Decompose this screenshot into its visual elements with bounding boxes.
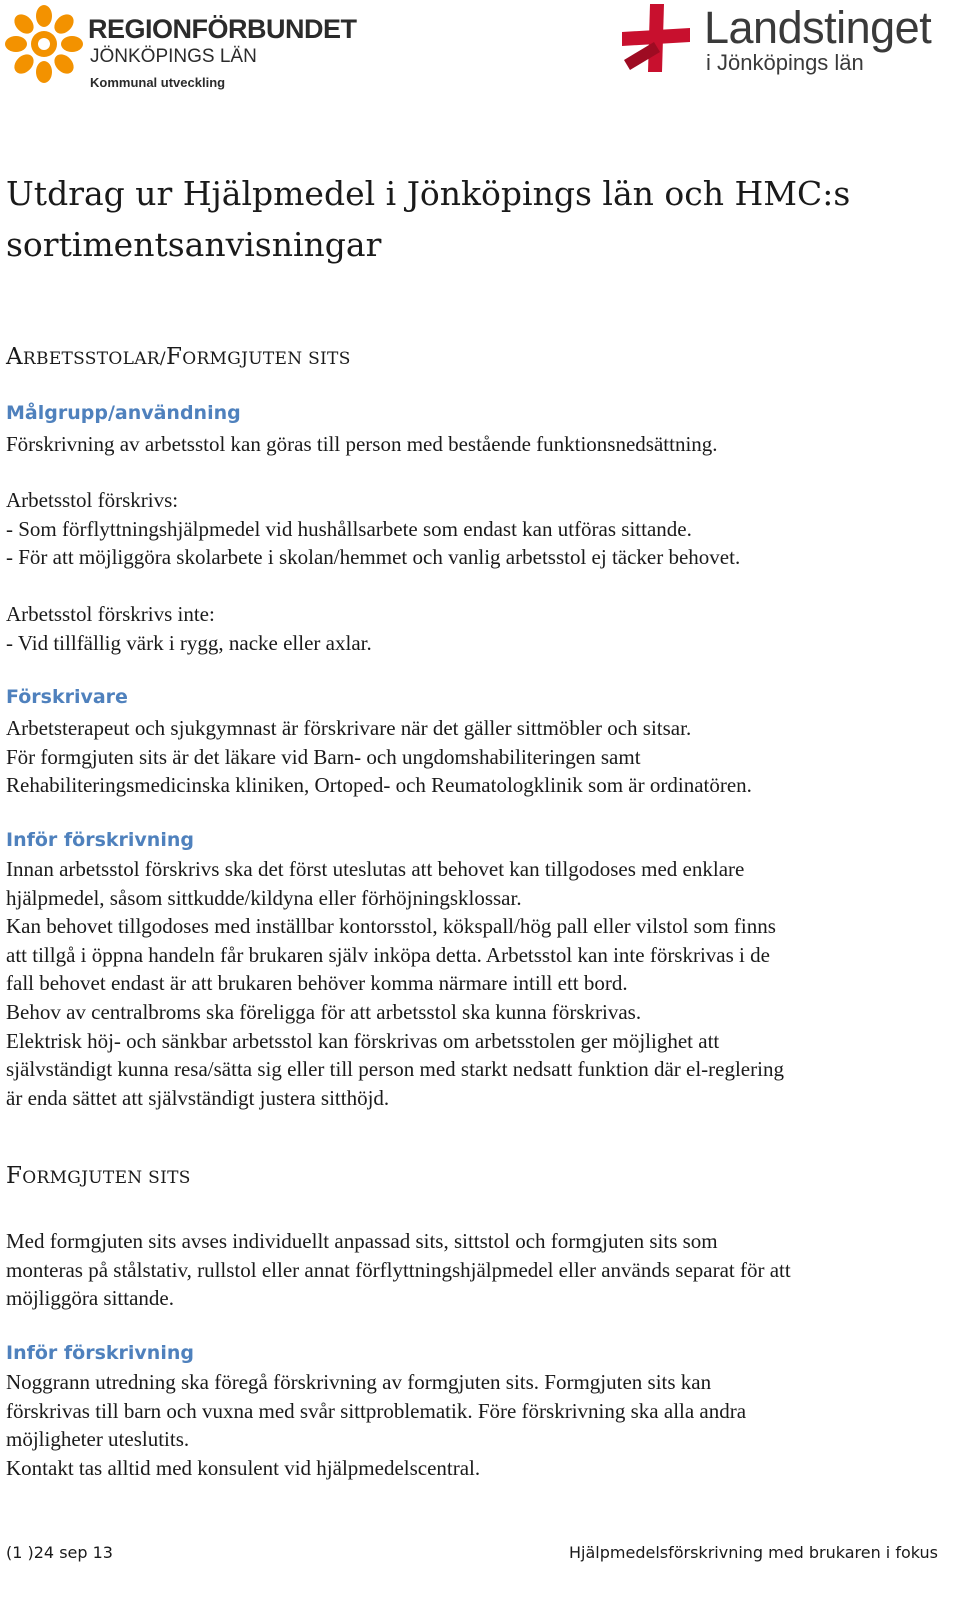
- heading-rest: RBETSSTOLAR/: [22, 349, 166, 369]
- list-item: - Som förflyttningshjälpmedel vid hushållsarbete som endast kan utföras sittande.: [6, 516, 692, 541]
- text-line: Förskrivning av arbetsstol kan göras till person med bestående funktionsnedsättning.: [6, 432, 718, 456]
- list-item: - Vid tillfällig värk i rygg, nacke eller axlar.: [6, 630, 372, 655]
- paragraph-forskrivs: [6, 486, 941, 572]
- heading-rest: ORMGJUTEN SITS: [182, 349, 351, 369]
- text-line: Innan arbetsstol förskrivs ska det först uteslutas att behovet kan tillgodoses med enklare: [6, 857, 745, 881]
- red-cross-ribbon-icon: [620, 2, 692, 78]
- text-line: att tillgå i öppna handeln får brukaren själv inköpa detta. Arbetsstol kan inte förskrivas i de: [6, 942, 770, 967]
- logo-name: Landstinget: [704, 2, 932, 53]
- text-line: Rehabiliteringsmedicinska kliniken, Ortoped- och Reumatologklinik som är ordinatören.: [6, 773, 752, 798]
- subheading-malgrupp: Målgrupp/användning: [6, 402, 241, 424]
- text-line: hjälpmedel, såsom sittkudde/kildyna eller förhöjningsklossar.: [6, 885, 522, 910]
- subheading-infor-forskrivning: Inför förskrivning: [6, 829, 194, 851]
- text-line: monteras på stålstativ, rullstol eller annat förflyttningshjälpmedel eller används separat för att: [6, 1257, 791, 1282]
- text-line: möjligheter uteslutits.: [6, 1427, 190, 1452]
- heading-rest: ORMGJUTEN SITS: [22, 1168, 191, 1188]
- page-title: [6, 168, 906, 270]
- text-line: självständigt kunna resa/sätta sig eller till person med starkt nedsatt funktion där el-reglering: [6, 1057, 784, 1082]
- text-line: möjliggöra sittande.: [6, 1286, 174, 1311]
- text-line: Elektrisk höj- och sänkbar arbetsstol kan förskrivas om arbetsstolen ger möjlighet att: [6, 1028, 720, 1053]
- heading-cap: F: [6, 1163, 23, 1189]
- logo-subtitle: i Jönköpings län: [706, 50, 864, 75]
- logo-name: REGIONFÖRBUNDET: [88, 14, 357, 44]
- text-line: Arbetsterapeut och sjukgymnast är förskrivare när det gäller sittmöbler och sitsar.: [6, 716, 692, 740]
- paragraph-malgrupp: [6, 430, 941, 459]
- logo-tagline: Kommunal utveckling: [90, 75, 226, 90]
- paragraph-formgjuten-intro: [6, 1227, 941, 1313]
- text-line: Med formgjuten sits avses individuellt anpassad sits, sittstol och formgjuten sits som: [6, 1229, 718, 1253]
- footer-tagline: Hjälpmedelsförskrivning med brukaren i fokus: [569, 1543, 938, 1562]
- text-line: För formgjuten sits är det läkare vid Barn- och ungdomshabiliteringen samt: [6, 744, 641, 769]
- title-line: Utdrag ur Hjälpmedel i Jönköpings län och HMC:s: [6, 174, 851, 213]
- title-line: sortimentsanvisningar: [6, 225, 382, 264]
- footer-page-date: (1 )24 sep 13: [6, 1543, 113, 1562]
- paragraph-forskrivs-inte: [6, 600, 941, 657]
- heading-cap: A: [6, 344, 23, 370]
- text-line: Noggrann utredning ska föregå förskrivning av formgjuten sits. Formgjuten sits kan: [6, 1370, 712, 1394]
- text-line: förskrivas till barn och vuxna med svår sittproblematik. Före förskrivning ska alla andra: [6, 1398, 747, 1423]
- paragraph-forskrivare: [6, 714, 941, 800]
- regionforbundet-logo: [4, 2, 357, 94]
- heading-cap: F: [165, 344, 183, 370]
- paragraph-infor-forskrivning: [6, 855, 941, 1112]
- subheading-infor-forskrivning: Inför förskrivning: [6, 1342, 194, 1364]
- subheading-forskrivare: Förskrivare: [6, 686, 128, 708]
- text-line: Kan behovet tillgodoses med inställbar kontorsstol, kökspall/hög pall eller vilstol som finns: [6, 914, 776, 939]
- text-line: fall behovet endast är att brukaren behöver komma närmare intill ett bord.: [6, 971, 628, 996]
- logo-subtitle: JÖNKÖPINGS LÄN: [90, 46, 257, 67]
- text-line: Arbetsstol förskrivs:: [6, 488, 179, 512]
- section-heading-formgjuten-sits: [6, 1163, 191, 1189]
- text-line: Arbetsstol förskrivs inte:: [6, 602, 215, 626]
- list-item: - För att möjliggöra skolarbete i skolan/hemmet och vanlig arbetsstol ej täcker behovet.: [6, 545, 741, 570]
- orange-sun-flower-icon: [4, 4, 84, 84]
- text-line: Behov av centralbroms ska föreligga för att arbetsstol ska kunna förskrivas.: [6, 999, 642, 1024]
- paragraph-formgjuten-infor: [6, 1368, 941, 1482]
- section-heading-arbetsstolar: [6, 344, 351, 370]
- landstinget-logo: [620, 0, 940, 80]
- text-line: är enda sättet att självständigt justera sitthöjd.: [6, 1085, 390, 1110]
- text-line: Kontakt tas alltid med konsulent vid hjälpmedelscentral.: [6, 1455, 481, 1480]
